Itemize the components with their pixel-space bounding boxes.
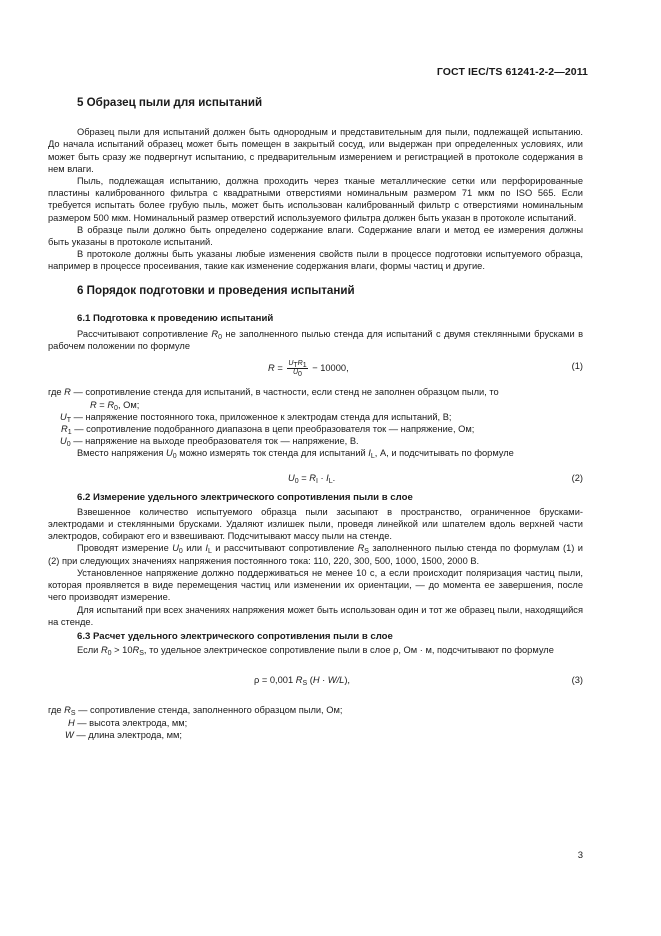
equation-1-number: (1) (571, 361, 583, 372)
definition-w: W — длина электрода, мм; (65, 729, 183, 740)
equation-1 (48, 356, 583, 382)
subsection-6-1-heading: 6.1 Подготовка к проведению испытаний (77, 312, 274, 324)
equation-1-formula: R = $\frac{U_TR_1}{U_0}$ − 10000, (268, 360, 349, 379)
section-5-paragraph-1: Образец пыли для испытаний должен быть однородным и представительным для пыли, подлежащей испытанию. До начала испытаний образец может быть помещен в закрытый сосуд, или выдержан при определенных условиях, или может быть сразу же подвергнут испытанию, с предварительным измерением и регистрацией в протоколе содержания в нем влаги. (48, 127, 583, 174)
equation-1-fraction: $\frac{U_TR_1}{U_0}$ (288, 360, 307, 379)
subsection-6-1-intro: Рассчитывают сопротивление $R_0$ не заполненного пылью стенда для испытаний с двумя стеклянными брусками в рабочем положении по формуле (48, 329, 584, 352)
page-number: 3 (577, 850, 583, 861)
subsection-6-2-paragraph-3: Установленное напряжение должно поддерживаться не менее 10 с, а если происходит поляризация частиц пыли, которая проявляется в виде перемещения частиц или изменении их ориентации, — до момента ее завершения, после чего производят измерение. (48, 567, 583, 603)
equation-2-formula: $U_0 = R_I \cdot I_L$. (288, 472, 336, 485)
section-5-paragraph-4: В протоколе должны быть указаны любые изменения свойств пыли в процессе подготовки испытуемого образца, например в процессе просеивания, такие как изменение содержания влаги, формы частиц и другие. (48, 249, 583, 272)
subsection-6-2-paragraph-2: Проводят измерение $U_0$ или $I_L$ и рассчитывают сопротивление $R_S$ заполненного пылью стенда по формулам (1) и (2) при следующих значениях напряжения постоянного тока: 110, 220, 300, 500, 1000, 1500, 2000 В. (48, 543, 583, 566)
section-5-heading: 5 Образец пыли для испытаний (77, 96, 263, 109)
equation-3-where: где $R_S$ — сопротивление стенда, заполненного образцом пыли, Ом; (48, 705, 343, 718)
definition-ut: $U_T$ — напряжение постоянного тока, приложенное к электродам стенда для испытаний, В; (60, 411, 452, 424)
equation-3-number: (3) (571, 675, 583, 686)
equation-2-number: (2) (571, 472, 583, 483)
subsection-6-2-heading: 6.2 Измерение удельного электрического сопротивления пыли в слое (77, 491, 413, 503)
subsection-6-3-paragraph-1: Если $R_0 > 10R_S$, то удельное электрическое сопротивление пыли в слое ρ, Ом · м, подсчитывают по формуле (77, 645, 554, 658)
equation-3-formula: ρ = 0,001 $R_S$ (H · W/L), (254, 675, 351, 688)
definition-u0: $U_0$ — напряжение на выходе преобразователя ток — напряжение, В. (60, 436, 359, 449)
subsection-6-2-paragraph-1: Взвешенное количество испытуемого образца пыли засыпают в пространство, ограниченное брусками-электродами и стеклянными брусками. Удаляют излишек пыли, проведя линейкой или шпателем вдоль верхней части электродов, собирают его и взвешивают. Подсчитывают массу пыли на стенде. (48, 506, 583, 542)
document-code: ГОСТ IEC/TS 61241-2-2—2011 (436, 66, 588, 78)
definition-r1: $R_1$ — сопротивление подобранного диапазона в цепи преобразователя ток — напряжение, Ом; (61, 424, 475, 437)
subsection-6-2-paragraph-4: Для испытаний при всех значениях напряжения может быть использован один и тот же образец пыли, находящийся на стенде. (48, 604, 583, 627)
subsection-6-1-alternative: Вместо напряжения $U_0$ можно измерять ток стенда для испытаний $I_L$, А, и подсчитывать по формуле (77, 448, 514, 461)
section-5-paragraph-2: Пыль, подлежащая испытанию, должна проходить через тканые металлические сетки или перфорированные пластины калиброванного фильтра с квадратными отверстиями номинальным размером 71 мкм по ISO 565. Если требуется испытать более грубую пыль, может быть использован калиброванный фильтр с отверстиями номинальным размером 500 мкм. Номинальный размер отверстий используемого фильтра должен быть указан в протоколе испытаний. (48, 176, 583, 223)
equation-2 (48, 464, 583, 488)
equation-3 (48, 660, 583, 700)
page-content (48, 97, 583, 741)
equation-1-where: где R — сопротивление стенда для испытаний, в частности, если стенд не заполнен образцом пыли, то (48, 387, 499, 398)
section-6-heading: 6 Порядок подготовки и проведения испытаний (77, 283, 355, 297)
equation-1-where-continued: $R = R_0$, Ом; (90, 399, 140, 412)
subsection-6-3-heading: 6.3 Расчет удельного электрического сопротивления пыли в слое (77, 630, 393, 642)
section-5-paragraph-3: В образце пыли должно быть определено содержание влаги. Содержание влаги и метод ее измерения должны быть указаны в протоколе испытаний. (48, 224, 583, 248)
definition-h: H — высота электрода, мм; (68, 717, 188, 728)
